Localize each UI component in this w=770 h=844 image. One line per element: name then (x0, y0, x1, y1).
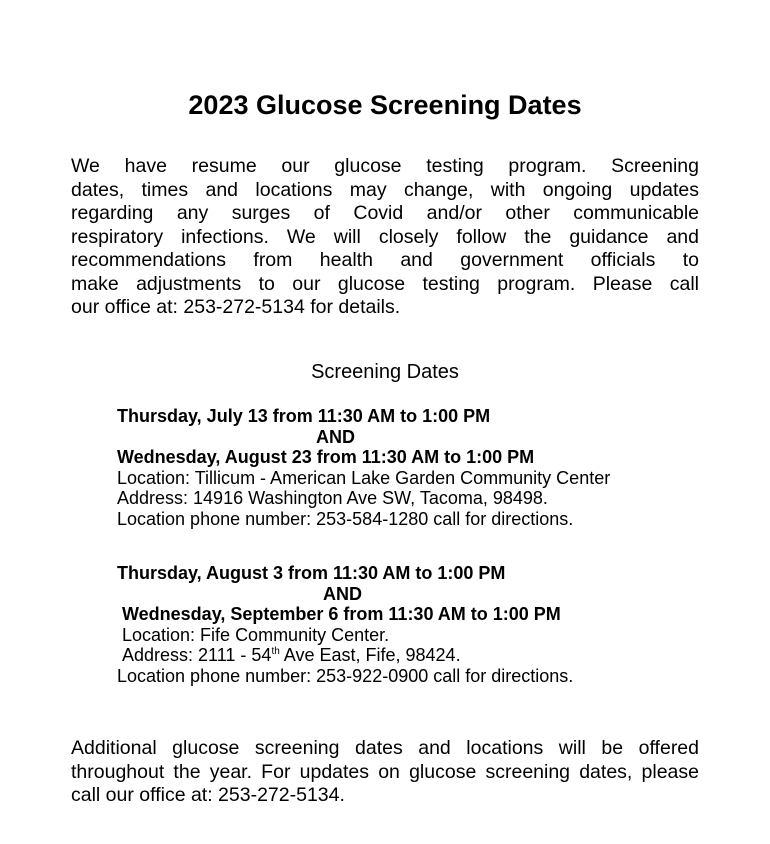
session-location: Location: Tillicum - American Lake Garden Community Center (117, 467, 611, 488)
intro-line: our office at: 253-272-5134 for details. (71, 296, 401, 318)
session-date-2: Wednesday, August 23 from 11:30 AM to 1:00 PM (117, 447, 535, 467)
session-date-1: Thursday, July 13 from 11:30 AM to 1:00 PM (117, 406, 491, 426)
session-date-1: Thursday, August 3 from 11:30 AM to 1:00 PM (117, 563, 506, 583)
screening-dates-heading: Screening Dates (311, 361, 459, 383)
intro-paragraph (71, 155, 699, 320)
intro-line: regarding any surges of Covid and/or other communicable (71, 202, 699, 224)
closing-line: call our office at: 253-272-5134. (71, 784, 345, 806)
session-block-tillicum (117, 406, 610, 529)
address-suffix: Ave East, Fife, 98424. (279, 645, 461, 665)
session-phone: Location phone number: 253-922-0900 call for directions. (117, 665, 574, 686)
closing-paragraph (71, 737, 699, 808)
intro-line: recommendations from health and government officials to (71, 249, 699, 271)
closing-line: throughout the year. For updates on glucose screening dates, please (71, 760, 699, 783)
intro-line: respiratory infections. We will closely follow the guidance and (71, 225, 699, 248)
address-prefix: Address: 2111 - 54 (122, 645, 272, 665)
session-location: Location: Fife Community Center. (122, 624, 390, 645)
intro-line: dates, times and locations may change, with ongoing updates (71, 178, 699, 201)
session-address: Address: 14916 Washington Ave SW, Tacoma, 98498. (117, 488, 548, 508)
session-block-fife (117, 563, 573, 686)
and-label: AND (316, 426, 355, 447)
session-date-2: Wednesday, September 6 from 11:30 AM to 1:00 PM (122, 604, 561, 624)
intro-line: make adjustments to our glucose testing program. Please call (71, 272, 699, 295)
session-address (117, 645, 573, 666)
session-phone: Location phone number: 253-584-1280 call for directions. (117, 508, 574, 529)
ordinal-suffix: th (271, 646, 280, 657)
and-label: AND (323, 583, 362, 604)
page-title: 2023 Glucose Screening Dates (188, 90, 582, 120)
intro-line: We have resume our glucose testing program. Screening (71, 155, 699, 177)
closing-line: Additional glucose screening dates and locations will be offered (71, 737, 699, 759)
